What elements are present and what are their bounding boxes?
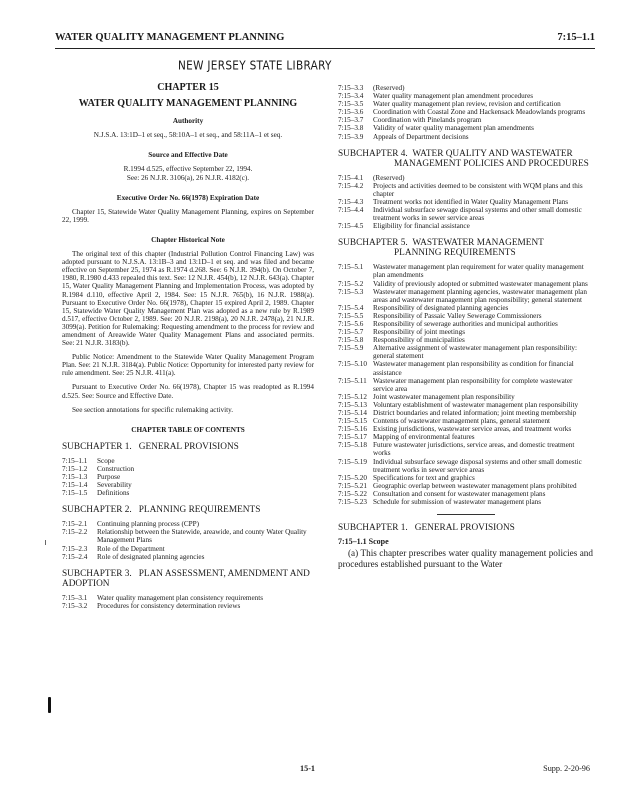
chapter-number: CHAPTER 15: [157, 82, 219, 93]
toc-row[interactable]: 7:15–5.21 Geographic overlap between wastewater management plans prohibited: [338, 481, 577, 490]
section-body-text: (a) This chapter prescribes water quality management policies and procedures established pursuant to the Water: [338, 548, 593, 570]
authority-heading: Authority: [172, 117, 204, 126]
left-column: [62, 84, 314, 610]
toc-row[interactable]: 7:15–5.19 Individual subsurface sewage disposal systems and other small domestic treatment works in sewer service areas: [338, 457, 582, 474]
section-divider: [437, 514, 495, 515]
toc-row[interactable]: 7:15–3.4 Water quality management plan amendment procedures: [338, 92, 534, 101]
toc-row[interactable]: 7:15–4.1 (Reserved): [338, 173, 405, 182]
subchapter-4-toc: [338, 174, 593, 231]
historical-note-paragraph-2: Public Notice: Amendment to the Statewide Water Quality Management Program Plan. See: 21 N.J.R. 3184(a). Public Notice: Opportunity for interested party review for rule amendment. See: 25 N.J.R. 411(a).: [62, 353, 314, 378]
source-text-2: See: 26 N.J.R. 3106(a), 26 N.J.R. 4182(c).: [126, 173, 250, 182]
toc-row[interactable]: 7:15–3.9 Appeals of Department decisions: [338, 132, 469, 141]
toc-row[interactable]: 7:15–5.11 Wastewater management plan responsibility for complete wastewater service area: [338, 376, 573, 393]
toc-row[interactable]: 7:15–5.8 Responsibility of municipalities: [338, 336, 465, 345]
toc-row[interactable]: 7:15–5.13 Voluntary establishment of wastewater management plan responsibility: [338, 400, 579, 409]
toc-row[interactable]: 7:15–3.2 Procedures for consistency determination reviews: [62, 601, 241, 610]
running-header: [55, 32, 595, 49]
toc-row[interactable]: 7:15–3.8 Validity of water quality management plan amendments: [338, 124, 534, 133]
subchapter-1-toc: [62, 457, 314, 497]
subchapter-1-text-heading: SUBCHAPTER 1. GENERAL PROVISIONS: [338, 523, 515, 534]
toc-row[interactable]: 7:15–4.5 Eligibility for financial assistance: [338, 222, 470, 231]
authority-text: N.J.S.A. 13:1D–1 et seq., 58:10A–1 et seq., and 58:11A–1 et seq.: [93, 131, 283, 140]
toc-row[interactable]: 7:15–2.4 Role of designated planning agencies: [62, 552, 205, 561]
toc-row[interactable]: 7:15–5.1 Wastewater management plan requirement for water quality management plan amendments: [338, 263, 584, 280]
toc-row[interactable]: 7:15–5.22 Consultation and consent for wastewater management plans: [338, 489, 546, 498]
toc-row[interactable]: 7:15–5.20 Specifications for text and graphics: [338, 473, 475, 482]
historical-note-paragraph-4: See section annotations for specific rulemaking activity.: [72, 405, 234, 414]
source-heading: Source and Effective Date: [148, 151, 228, 160]
subchapter-2-heading: SUBCHAPTER 2. PLANNING REQUIREMENTS: [62, 505, 261, 516]
toc-row[interactable]: 7:15–4.4 Individual subsurface sewage disposal systems and other small domestic treatment works in sewer service areas: [338, 206, 582, 223]
subchapter-1-heading: SUBCHAPTER 1. GENERAL PROVISIONS: [62, 441, 239, 452]
toc-row[interactable]: 7:15–5.4 Responsibility of designated planning agencies: [338, 303, 509, 312]
toc-row[interactable]: 7:15–2.2 Relationship between the Statewide, areawide, and county Water Quality Management Plans: [62, 528, 307, 545]
right-column: [338, 84, 593, 570]
subchapter-3-toc-continued: [338, 84, 593, 141]
chapter-title: WATER QUALITY MANAGEMENT PLANNING: [78, 98, 298, 110]
toc-row[interactable]: 7:15–3.6 Coordination with Coastal Zone and Hackensack Meadowlands programs: [338, 108, 586, 117]
library-stamp: NEW JERSEY STATE LIBRARY: [178, 59, 332, 73]
toc-row[interactable]: 7:15–5.23 Schedule for submission of wastewater management plans: [338, 498, 542, 507]
toc-row[interactable]: 7:15–2.3 Role of the Department: [62, 544, 165, 553]
toc-row[interactable]: 7:15–5.3 Wastewater management planning agencies, wastewater management plan areas and wastewater management plan responsibility; general statement: [338, 287, 587, 304]
margin-tick: [45, 540, 46, 545]
toc-row[interactable]: 7:15–5.5 Responsibility of Passaic Valley Sewerage Commissioners: [338, 311, 542, 320]
header-title: WATER QUALITY MANAGEMENT PLANNING: [55, 32, 285, 43]
toc-row[interactable]: 7:15–5.15 Contents of wastewater management plans, general statement: [338, 417, 551, 426]
exec-order-heading: Executive Order No. 66(1978) Expiration Date: [116, 193, 260, 202]
subchapter-3-heading: SUBCHAPTER 3. PLAN ASSESSMENT, AMENDMENT AND ADOPTION: [62, 568, 310, 589]
toc-row[interactable]: 7:15–1.2 Construction: [62, 464, 135, 473]
toc-heading: CHAPTER TABLE OF CONTENTS: [131, 425, 245, 434]
exec-order-text: Chapter 15, Statewide Water Quality Management Planning, expires on September 22, 1999.: [62, 207, 314, 224]
toc-row[interactable]: 7:15–5.6 Responsibility of sewerage authorities and municipal authorities: [338, 319, 558, 328]
historical-note-paragraph-3: Pursuant to Executive Order No. 66(1978), Chapter 15 was readopted as R.1994 d.525. See: Source and Effective Date.: [62, 383, 314, 400]
historical-note-heading: Chapter Historical Note: [151, 235, 225, 244]
subchapter-3-toc: [62, 594, 314, 610]
toc-row[interactable]: 7:15–1.4 Severability: [62, 481, 132, 490]
supplement-date: Supp. 2-20-96: [543, 764, 590, 773]
subchapter-5-toc: [338, 263, 593, 506]
toc-row[interactable]: 7:15–5.9 Alternative assignment of wastewater management plan responsibility: general statement: [338, 344, 577, 361]
margin-mark: [48, 697, 51, 713]
toc-row[interactable]: 7:15–5.14 District boundaries and related information; joint meeting membership: [338, 409, 577, 417]
toc-row[interactable]: 7:15–5.10 Wastewater management plan responsibility as condition for financial assistance: [338, 360, 574, 377]
toc-row[interactable]: 7:15–5.18 Future wastewater jurisdictions, service areas, and domestic treatment works: [338, 441, 575, 458]
toc-row[interactable]: 7:15–5.12 Joint wastewater management plan responsibility: [338, 392, 515, 401]
toc-row[interactable]: 7:15–5.2 Validity of previously adopted or submitted wastewater management plans: [338, 279, 588, 288]
subchapter-2-toc: [62, 520, 314, 560]
historical-note-paragraph-1: The original text of this chapter (Industrial Pollution Control Financing Law) was adopted pursuant to N.J.S.A. 13:1B–3 and 13:1D–1 et seq. and was filed and became effective on September 25, 1974 as R.1974 d.268. See: 6 N.J.R. 394(b). On October 7, 1980, R.1980 d.433 repealed this text. See: 12 N.J.R. 454(b), 12 N.J.R. 643(a). Chapter 15, Water Quality Management Planning and Implementation Process, was adopted by R.1984 d.110, effective April 2, 1984. See: 15 N.J.R. 765(b), 16 N.J.R. 1988(a). Pursuant to Executive Order No. 66(1978), Chapter 15 expired April 2, 1989. Chapter 15, Statewide Water Quality Management Plan was adopted as a new rule by R.1989 d.517, effective October 2, 1989. See: 20 N.J.R. 2198(a), 20 N.J.R. 2478(a), 21 N.J.R. 3099(a). Petition for Rulemaking: Requesting amendment to the process for review and amendment of Areawide Water Quality Management Plans and associated permits. See: 21 N.J.R. 3183(b).: [62, 250, 314, 348]
page-number: 15-1: [300, 764, 316, 773]
toc-row[interactable]: 7:15–1.3 Purpose: [62, 473, 121, 481]
toc-row[interactable]: 7:15–2.1 Continuing planning process (CPP): [62, 520, 200, 529]
toc-row[interactable]: 7:15–1.1 Scope: [62, 456, 115, 465]
subchapter-5-heading: SUBCHAPTER 5. WASTEWATER MANAGEMENT PLANNING REQUIREMENTS: [338, 238, 544, 259]
subchapter-4-heading: SUBCHAPTER 4. WATER QUALITY AND WASTEWATER MANAGEMENT POLICIES AND PROCEDURES: [338, 148, 589, 169]
source-text: R.1994 d.525, effective September 22, 1994.: [123, 165, 253, 174]
toc-row[interactable]: 7:15–3.5 Water quality management plan review, revision and certification: [338, 100, 561, 109]
toc-row[interactable]: 7:15–4.3 Treatment works not identified in Water Quality Management Plans: [338, 197, 569, 206]
toc-row[interactable]: 7:15–5.7 Responsibility of joint meetings: [338, 328, 466, 337]
toc-row[interactable]: 7:15–3.1 Water quality management plan consistency requirements: [62, 593, 264, 602]
header-section-number: 7:15–1.1: [557, 32, 595, 43]
toc-row[interactable]: 7:15–3.3 (Reserved): [338, 84, 405, 92]
toc-row[interactable]: 7:15–3.7 Coordination with Pinelands program: [338, 116, 482, 125]
toc-row[interactable]: 7:15–4.2 Projects and activities deemed to be consistent with WQM plans and this chapter: [338, 181, 583, 198]
section-heading: 7:15–1.1 Scope: [338, 537, 389, 547]
toc-row[interactable]: 7:15–5.16 Existing jurisdictions, wastewater service areas, and treatment works: [338, 425, 572, 434]
toc-row[interactable]: 7:15–1.5 Definitions: [62, 489, 130, 498]
toc-row[interactable]: 7:15–5.17 Mapping of environmental features: [338, 433, 475, 442]
